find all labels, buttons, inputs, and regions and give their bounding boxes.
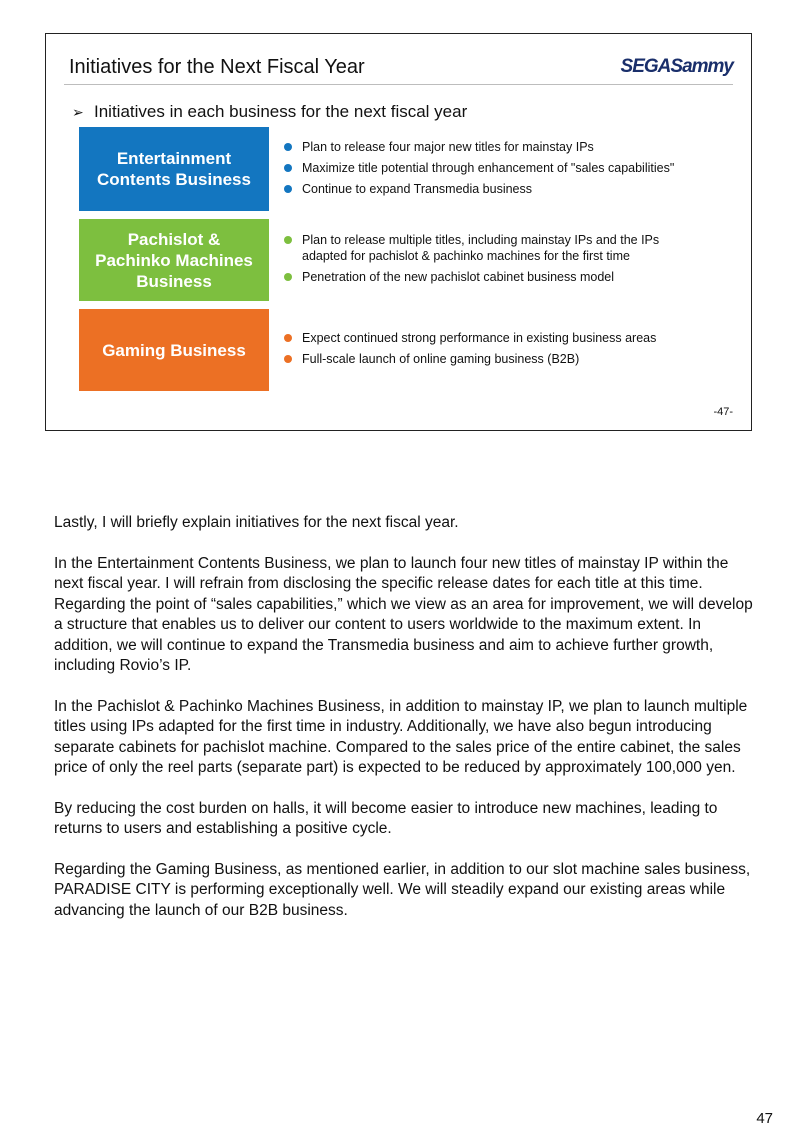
bullet-list-gaming: [284, 330, 724, 372]
speaker-notes: [54, 513, 754, 941]
page-number: 47: [756, 1110, 773, 1127]
paragraph: In the Pachislot & Pachinko Machines Business, in addition to mainstay IP, we plan to launch multiple titles using IPs adapted for the first time in industry. Additionally, we have also begun introducing separate cabinets for pachislot machine. Compared to the sales price of the entire cabinet, the sales price of only the reel parts (separate part) is expected to be reduced by approximately 100,000 yen.: [54, 697, 748, 776]
business-box-pachislot: [79, 219, 269, 301]
paragraph: In the Entertainment Contents Business, we plan to launch four new titles of mainstay IP within the next fiscal year. I will refrain from disclosing the specific release dates for each title at this time. Regarding the point of “sales capabilities,” which we view as an area for improvement, we will develop a structure that enables us to deliver our content to users worldwide to the maximum extent. In addition, we will continue to expand the Transmedia business and aim to achieve further growth, including Rovio’s IP.: [54, 554, 753, 674]
business-name-line: Entertainment: [116, 149, 232, 168]
business-name-line: Gaming Business: [102, 340, 246, 360]
slide-frame: [45, 33, 752, 431]
paragraph: Regarding the Gaming Business, as mentioned earlier, in addition to our slot machine sales business, PARADISE CITY is performing exceptionally well. We will steadily expand our existing areas while advancing the launch of our B2B business.: [54, 860, 751, 919]
slide-subheading: [72, 102, 467, 122]
slide-title: Initiatives for the Next Fiscal Year: [69, 56, 365, 78]
subheading-text: Initiatives in each business for the next fiscal year: [94, 102, 468, 121]
business-name-line: Contents Business: [97, 170, 251, 189]
arrow-bullet-icon: ➢: [72, 104, 84, 120]
list-item: Maximize title potential through enhancement of "sales capabilities": [284, 160, 724, 176]
list-item: Plan to release multiple titles, including mainstay IPs and the IPs adapted for pachislot & pachinko machines for the first time: [284, 232, 684, 264]
paragraph: By reducing the cost burden on halls, it will become easier to introduce new machines, leading to returns to users and establishing a positive cycle.: [54, 799, 718, 837]
bullet-list-entertainment: [284, 139, 724, 202]
bullet-dot-icon: [284, 273, 292, 281]
bullet-dot-icon: [284, 334, 292, 342]
business-name-line: Pachislot &: [127, 229, 221, 249]
list-item: Penetration of the new pachislot cabinet business model: [284, 269, 684, 285]
list-item: Expect continued strong performance in existing business areas: [284, 330, 724, 346]
business-box-entertainment: [79, 127, 269, 211]
bullet-dot-icon: [284, 164, 292, 172]
bullet-dot-icon: [284, 355, 292, 363]
business-name-line: Business: [136, 271, 212, 291]
list-item: Plan to release four major new titles for mainstay IPs: [284, 139, 724, 155]
title-divider: [64, 84, 733, 85]
bullet-dot-icon: [284, 185, 292, 193]
business-name-line: Pachinko Machines: [95, 250, 253, 270]
segasammy-logo: SEGASammy: [620, 56, 733, 77]
bullet-list-pachislot: [284, 232, 684, 290]
list-item: Continue to expand Transmedia business: [284, 181, 724, 197]
business-box-gaming: [79, 309, 269, 391]
bullet-dot-icon: [284, 236, 292, 244]
list-item: Full-scale launch of online gaming business (B2B): [284, 351, 724, 367]
slide-page-number: -47-: [713, 406, 733, 418]
bullet-dot-icon: [284, 143, 292, 151]
paragraph: Lastly, I will briefly explain initiatives for the next fiscal year.: [54, 514, 459, 531]
